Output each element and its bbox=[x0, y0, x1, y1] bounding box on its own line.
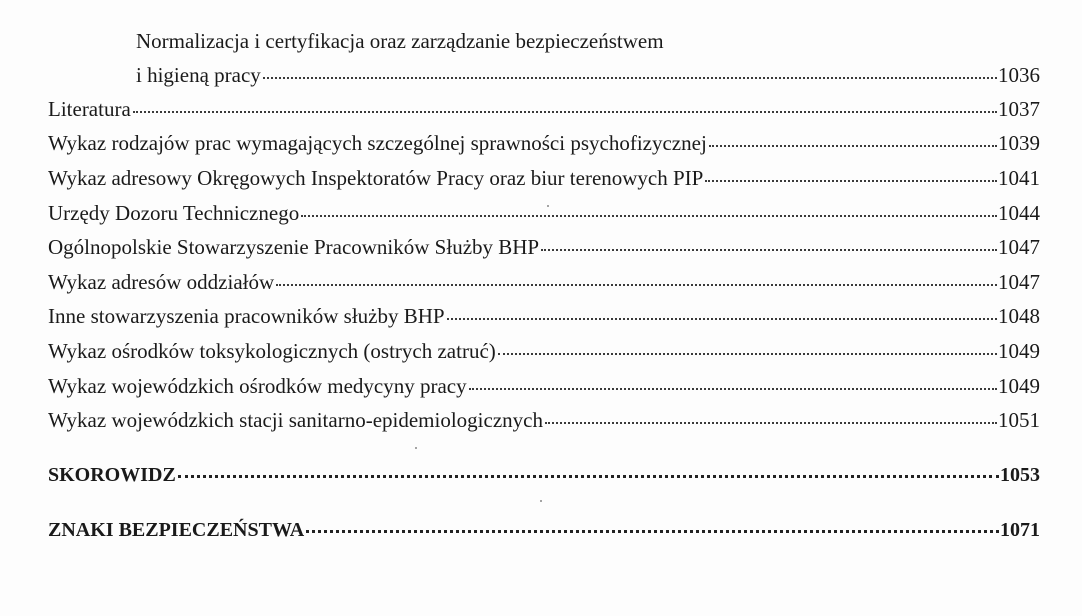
toc-entry-ogolnopolskie-stowarzyszenie[interactable] bbox=[48, 233, 1040, 261]
toc-page-number: 1049 bbox=[998, 374, 1040, 398]
toc-page-number: 1037 bbox=[998, 97, 1040, 121]
toc-entry-urzedy-dozoru[interactable] bbox=[48, 199, 1040, 227]
toc-entry-text: Wykaz rodzajów prac wymagających szczególnej sprawności psychofizycznej bbox=[48, 131, 707, 155]
dot-leader bbox=[301, 215, 997, 217]
scan-speck bbox=[415, 447, 417, 449]
toc-page-number: 1048 bbox=[998, 304, 1040, 328]
toc-page-number: 1041 bbox=[998, 166, 1040, 190]
toc-page-number: 1039 bbox=[998, 131, 1040, 155]
dot-leader bbox=[306, 530, 999, 533]
scan-speck bbox=[540, 500, 542, 502]
toc-entry-text: Normalizacja i certyfikacja oraz zarządzanie bezpieczeństwem bbox=[136, 29, 664, 53]
toc-entry-wykaz-adresow-oddzialow[interactable] bbox=[48, 268, 1040, 296]
toc-entry-text: Inne stowarzyszenia pracowników służby BHP bbox=[48, 304, 445, 328]
toc-entry-text: Urzędy Dozoru Technicznego bbox=[48, 201, 300, 225]
toc-entry-text: Ogólnopolskie Stowarzyszenie Pracowników Służby BHP bbox=[48, 235, 540, 259]
dot-leader bbox=[541, 249, 997, 251]
toc-entry-text: SKOROWIDZ bbox=[48, 464, 176, 486]
toc-entry-inne-stowarzyszenia[interactable] bbox=[48, 302, 1040, 330]
toc-entry-text: Wykaz adresów oddziałów bbox=[48, 270, 275, 294]
toc-entry-text: Wykaz ośrodków toksykologicznych (ostrych zatruć) bbox=[48, 339, 496, 363]
dot-leader bbox=[276, 284, 997, 286]
dot-leader bbox=[705, 180, 997, 182]
toc-entry-wykaz-adresowy-oip[interactable] bbox=[48, 164, 1040, 192]
dot-leader bbox=[447, 318, 997, 320]
toc-page-number: 1036 bbox=[998, 63, 1040, 87]
toc-page-number: 1047 bbox=[998, 270, 1040, 294]
toc-entry-skorowidz[interactable] bbox=[48, 461, 1040, 489]
dot-leader bbox=[709, 145, 997, 147]
toc-entry-wykaz-rodzajow-prac[interactable] bbox=[48, 129, 1040, 157]
scan-speck bbox=[547, 205, 549, 207]
toc-entry-text: Wykaz wojewódzkich stacji sanitarno-epidemiologicznych bbox=[48, 408, 543, 432]
toc-entry-normalizacja-line1 bbox=[136, 27, 1040, 55]
toc-page-number: 1053 bbox=[1000, 464, 1040, 486]
toc-entry-osrodki-toksykologiczne[interactable] bbox=[48, 337, 1040, 365]
dot-leader bbox=[178, 475, 999, 478]
dot-leader bbox=[498, 353, 997, 355]
toc-entry-literatura[interactable] bbox=[48, 95, 1040, 123]
dot-leader bbox=[133, 111, 997, 113]
dot-leader bbox=[263, 77, 997, 79]
toc-page-number: 1044 bbox=[998, 201, 1040, 225]
toc-entry-text: i higieną pracy bbox=[136, 63, 261, 87]
toc-entry-osrodki-medycyny-pracy[interactable] bbox=[48, 372, 1040, 400]
toc-entry-text: Wykaz wojewódzkich ośrodków medycyny pracy bbox=[48, 374, 467, 398]
dot-leader bbox=[545, 422, 997, 424]
toc-page-number: 1049 bbox=[998, 339, 1040, 363]
toc-page-number: 1047 bbox=[998, 235, 1040, 259]
toc-entry-text: Wykaz adresowy Okręgowych Inspektoratów Pracy oraz biur terenowych PIP bbox=[48, 166, 704, 190]
dot-leader bbox=[469, 388, 997, 390]
toc-entry-text: ZNAKI BEZPIECZEŃSTWA bbox=[48, 519, 305, 541]
toc-entry-text: Literatura bbox=[48, 97, 131, 121]
toc-entry-stacje-sanepid[interactable] bbox=[48, 406, 1040, 434]
toc-entry-znaki-bezpieczenstwa[interactable] bbox=[48, 516, 1040, 544]
toc-entry-normalizacja[interactable] bbox=[136, 61, 1040, 89]
toc-page-number: 1051 bbox=[998, 408, 1040, 432]
toc-page-number: 1071 bbox=[1000, 519, 1040, 541]
